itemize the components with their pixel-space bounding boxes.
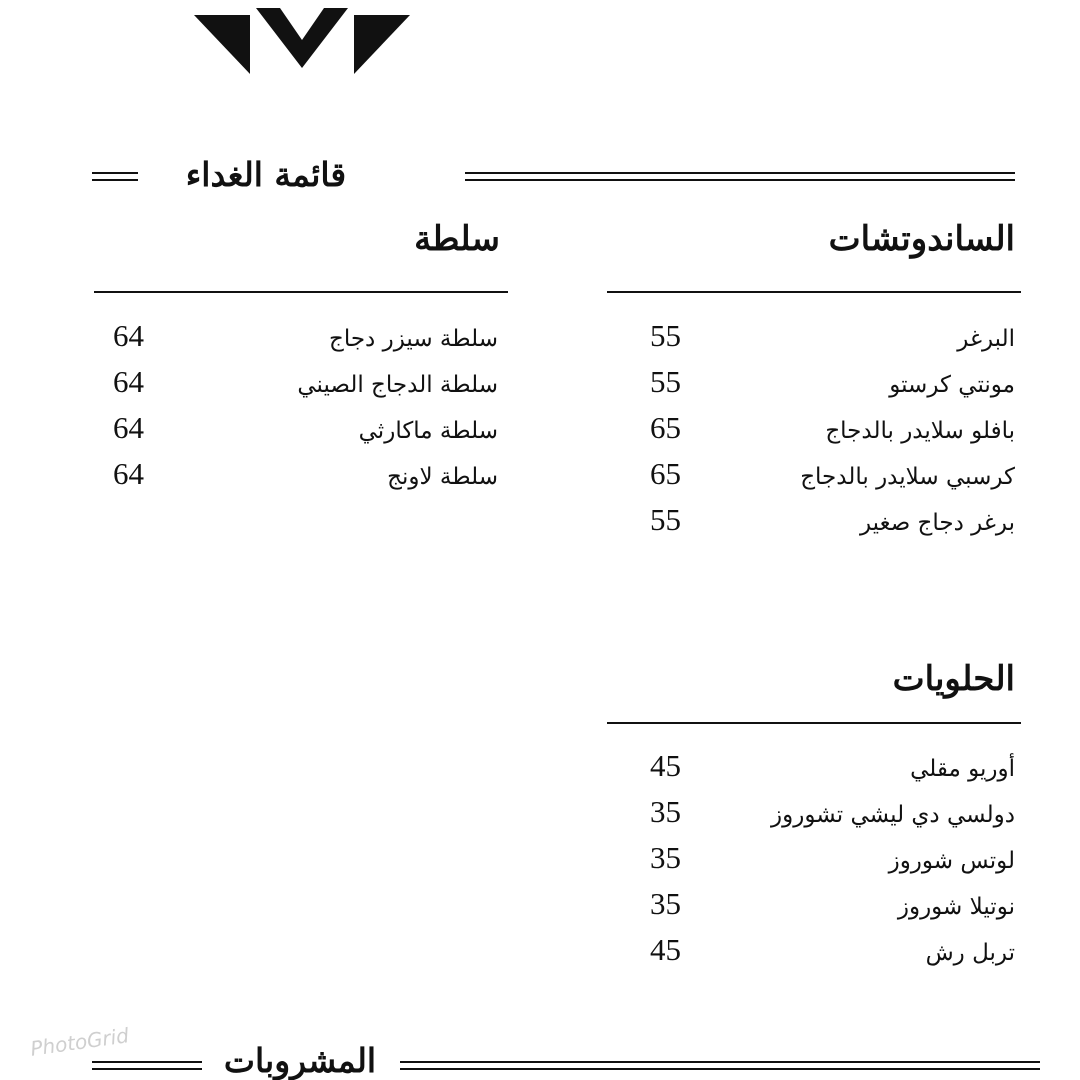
menu-item-name: كرسبي سلايدر بالدجاج [800, 464, 1015, 490]
menu-item-price: 45 [650, 748, 681, 783]
section-title-desserts: الحلويات [892, 659, 1015, 699]
section-rule-desserts [607, 722, 1021, 724]
footer-rule-left [92, 1061, 202, 1070]
brand-logo [190, 0, 414, 80]
header-rule-left [92, 172, 138, 181]
menu-item-price: 64 [113, 456, 144, 491]
menu-item-price: 65 [650, 410, 681, 445]
menu-item-price: 64 [113, 364, 144, 399]
menu-item-name: سلطة لاونج [387, 464, 498, 490]
menu-item-price: 55 [650, 318, 681, 353]
section-title-salads: سلطة [414, 219, 500, 259]
photogrid-watermark: PhotoGrid [28, 1023, 131, 1061]
menu-item-price: 55 [650, 364, 681, 399]
menu-item-name: برغر دجاج صغير [859, 510, 1015, 536]
footer-rule-right [400, 1061, 1040, 1070]
drinks-title: المشروبات [223, 1041, 377, 1080]
menu-item-price: 35 [650, 840, 681, 875]
menu-item-name: لوتس شوروز [888, 848, 1015, 874]
menu-item-name: أوريو مقلي [910, 756, 1015, 782]
menu-item-name: البرغر [957, 326, 1015, 352]
menu-item-name: سلطة الدجاج الصيني [297, 372, 498, 398]
menu-item-price: 45 [650, 932, 681, 967]
menu-item-price: 35 [650, 886, 681, 921]
section-title-sandwiches: الساندوتشات [828, 219, 1015, 259]
menu-item-name: بافلو سلايدر بالدجاج [825, 418, 1015, 444]
menu-item-name: سلطة سيزر دجاج [328, 326, 498, 352]
menu-item-price: 65 [650, 456, 681, 491]
menu-item-price: 64 [113, 318, 144, 353]
menu-item-name: تربل رش [925, 940, 1015, 966]
header-rule-right [465, 172, 1015, 181]
menu-title: قائمة الغداء [185, 155, 347, 194]
menu-item-price: 55 [650, 502, 681, 537]
menu-item-name: مونتي كرستو [889, 372, 1015, 398]
section-rule-salads [94, 291, 508, 293]
menu-item-name: نوتيلا شوروز [897, 894, 1015, 920]
menu-item-price: 64 [113, 410, 144, 445]
menu-item-name: دولسي دي ليشي تشوروز [771, 802, 1015, 828]
section-rule-sandwiches [607, 291, 1021, 293]
menu-item-price: 35 [650, 794, 681, 829]
menu-item-name: سلطة ماكارثي [358, 418, 498, 444]
